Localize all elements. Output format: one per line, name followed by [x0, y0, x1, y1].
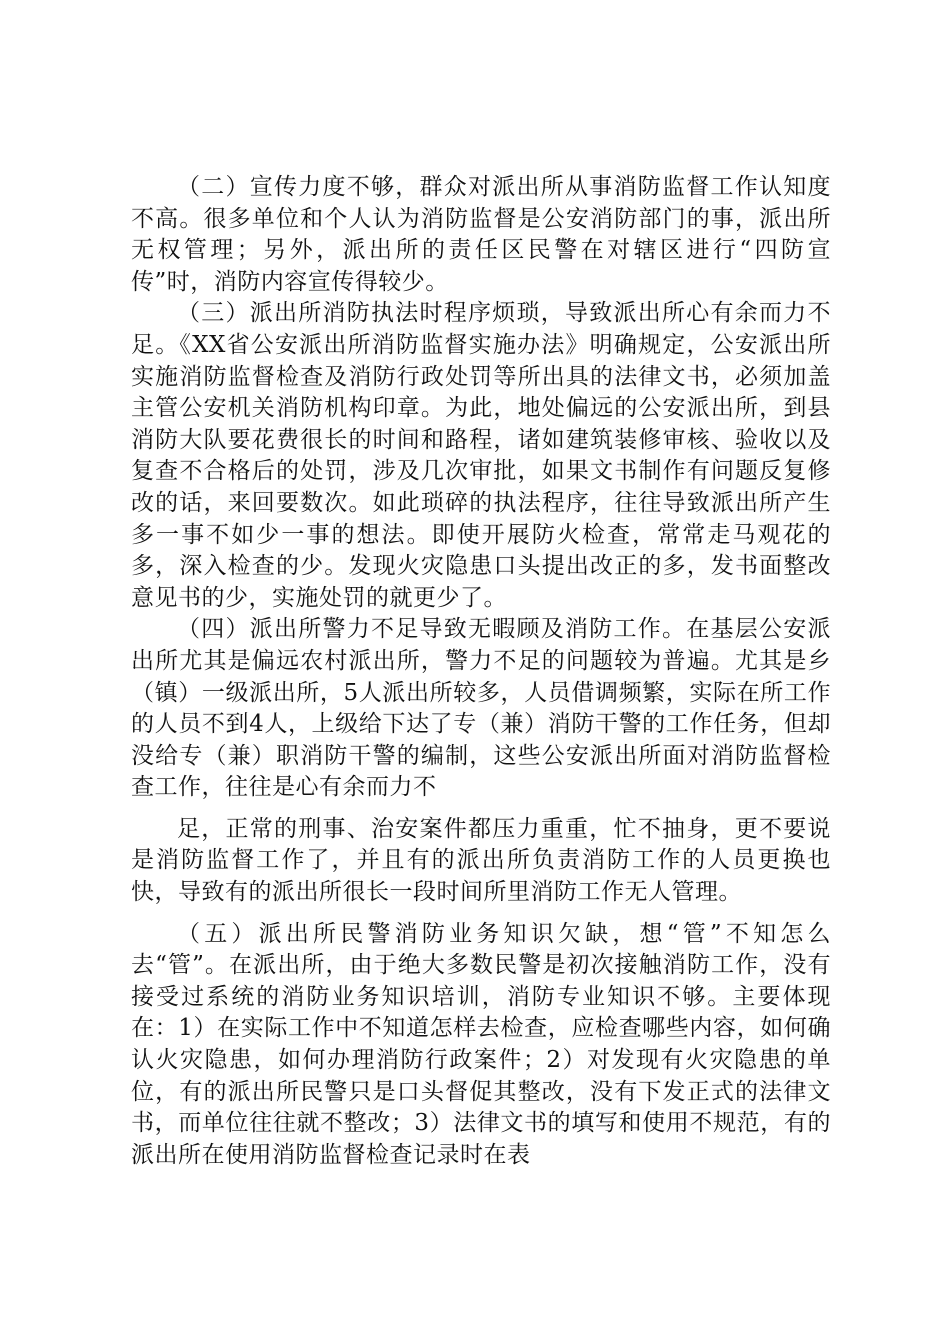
document-body: [131, 172, 831, 1171]
paragraph-knowledge: （五）派出所民警消防业务知识欠缺，想“管”不知怎么去“管”。在派出所，由于绝大多数民警是初次接触消防工作，没有接受过系统的消防业务知识培训，消防专业知识不够。主要体现在：1）在实际工作中不知道怎样去检查，应检查哪些内容，如何确认火灾隐患，如何办理消防行政案件；2）对发现有火灾隐患的单位，有的派出所民警只是口头督促其整改，没有下发正式的法律文书，而单位往往就不整改；3）法律文书的填写和使用不规范，有的派出所在使用消防监督检查记录时在表: [131, 920, 831, 1168]
paragraph-publicity: （二）宣传力度不够，群众对派出所从事消防监督工作认知度不高。很多单位和个人认为消防监督是公安消防部门的事，派出所无权管理；另外，派出所的责任区民警在对辖区进行“四防宣传”时，消防内容宣传得较少。: [131, 174, 831, 295]
paragraph-police-force-continued: 足，正常的刑事、治安案件都压力重重，忙不抽身，更不要说是消防监督工作了，并且有的派出所负责消防工作的人员更换也快，导致有的派出所很长一段时间所里消防工作无人管理。: [131, 815, 831, 906]
paragraph-police-force: （四）派出所警力不足导致无暇顾及消防工作。在基层公安派出所尤其是偏远农村派出所，警力不足的问题较为普遍。尤其是乡（镇）一级派出所，5人派出所较多，人员借调频繁，实际在所工作的人员不到4人，上级给下达了专（兼）消防干警的工作任务，但却没给专（兼）职消防干警的编制，这些公安派出所面对消防监督检查工作，往往是心有余而力不: [131, 616, 831, 801]
paragraph-procedure: （三）派出所消防执法时程序烦琐，导致派出所心有余而力不足。《XX省公安派出所消防监督实施办法》明确规定，公安派出所实施消防监督检查及消防行政处罚等所出具的法律文书，必须加盖主管公安机关消防机构印章。为此，地处偏远的公安派出所，到县消防大队要花费很长的时间和路程，诸如建筑装修审核、验收以及复查不合格后的处罚，涉及几次审批，如果文书制作有问题反复修改的话，来回要数次。如此琐碎的执法程序，往往导致派出所产生多一事不如少一事的想法。即使开展防火检查，常常走马观花的多，深入检查的少。发现火灾隐患口头提出改正的多，发书面整改意见书的少，实施处罚的就更少了。: [131, 300, 831, 611]
